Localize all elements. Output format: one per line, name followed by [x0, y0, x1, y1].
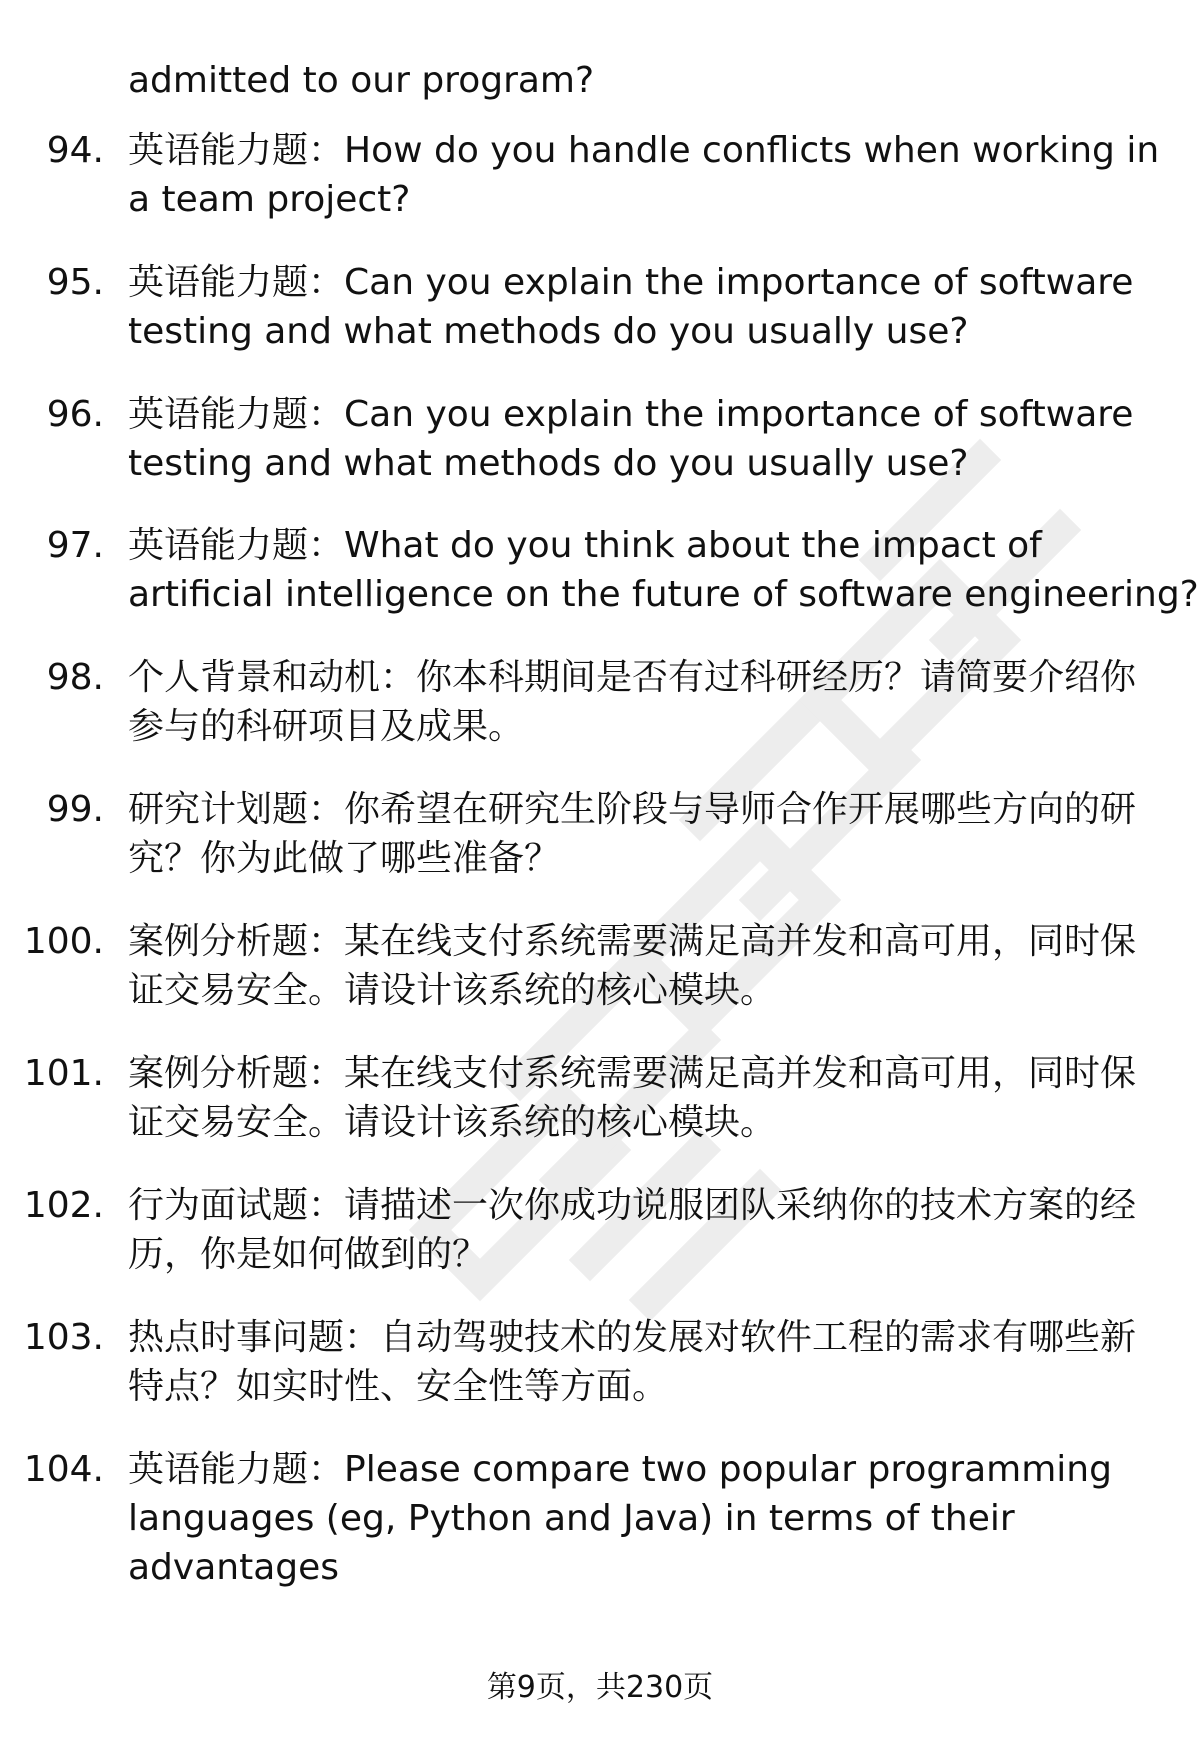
- item-number: 102.: [23, 1185, 104, 1226]
- item-text-line: 证交易安全。请设计该系统的核心模块。: [128, 1102, 777, 1143]
- item-number: 98.: [46, 657, 104, 698]
- item-text-line: admitted to our program?: [128, 60, 595, 101]
- item-number: 95.: [46, 262, 104, 303]
- item-text-line: 英语能力题：Can you explain the importance of software: [128, 394, 1134, 435]
- item-text-line: 案例分析题：某在线支付系统需要满足高并发和高可用，同时保: [128, 1053, 1137, 1094]
- item-text-line: a team project?: [128, 179, 411, 220]
- item-text-line: 个人背景和动机：你本科期间是否有过科研经历？请简要介绍你: [128, 657, 1137, 698]
- item-text-line: languages (eg, Python and Java) in terms of their: [128, 1498, 1015, 1539]
- item-text-line: 历，你是如何做到的？: [128, 1234, 489, 1275]
- item-text-line: testing and what methods do you usually use?: [128, 443, 969, 484]
- item-text-line: 究？你为此做了哪些准备？: [128, 838, 561, 879]
- item-text-line: 英语能力题：What do you think about the impact of: [128, 525, 1042, 566]
- item-text-line: 英语能力题：Can you explain the importance of software: [128, 262, 1134, 303]
- item-text-line: advantages: [128, 1547, 340, 1588]
- item-text-line: 行为面试题：请描述一次你成功说服团队采纳你的技术方案的经: [128, 1185, 1137, 1226]
- item-number: 101.: [23, 1053, 104, 1094]
- item-number: 96.: [46, 394, 104, 435]
- page-footer: 第9页，共230页: [486, 1670, 714, 1705]
- item-number: 99.: [46, 789, 104, 830]
- item-text-line: artificial intelligence on the future of software engineering?: [128, 574, 1199, 615]
- item-text-line: 研究计划题：你希望在研究生阶段与导师合作开展哪些方向的研: [128, 789, 1137, 830]
- item-number: 104.: [23, 1449, 104, 1490]
- item-number: 103.: [23, 1317, 104, 1358]
- item-text-line: 证交易安全。请设计该系统的核心模块。: [128, 970, 777, 1011]
- item-number: 94.: [46, 130, 104, 171]
- item-text-line: 英语能力题：How do you handle conflicts when working in: [128, 130, 1160, 171]
- item-text-line: 参与的科研项目及成果。: [128, 706, 525, 747]
- item-number: 100.: [23, 921, 104, 962]
- item-text-line: 热点时事问题：自动驾驶技术的发展对软件工程的需求有哪些新: [128, 1317, 1137, 1358]
- item-number: 97.: [46, 525, 104, 566]
- item-text-line: testing and what methods do you usually use?: [128, 311, 969, 352]
- item-text-line: 特点？如实时性、安全性等方面。: [128, 1366, 669, 1407]
- item-text-line: 英语能力题：Please compare two popular programming: [128, 1449, 1112, 1490]
- item-text-line: 案例分析题：某在线支付系统需要满足高并发和高可用，同时保: [128, 921, 1137, 962]
